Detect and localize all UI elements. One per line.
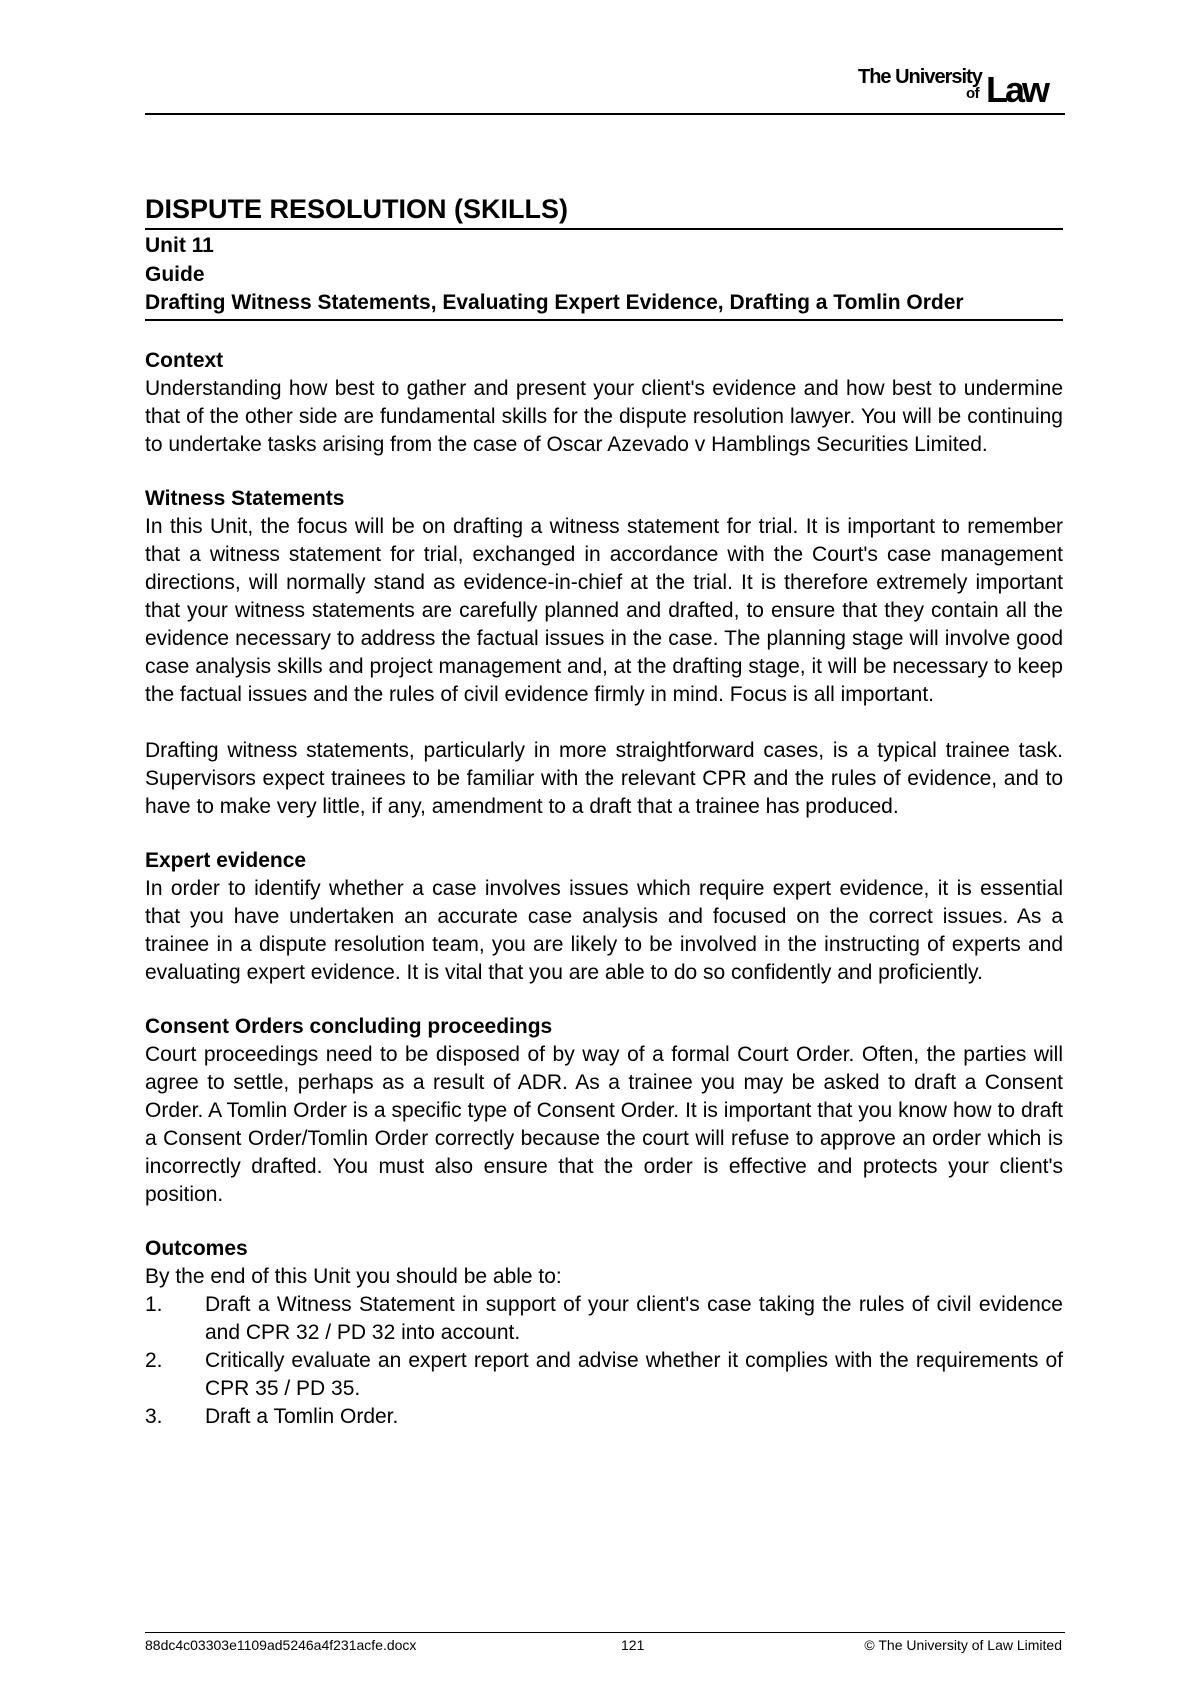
section-expert-evidence	[145, 847, 1063, 987]
section-heading: Expert evidence	[145, 848, 307, 872]
paragraph: Court proceedings need to be disposed of by way of a formal Court Order. Often, the parties will agree to settle, perhaps as a result of ADR. As a trainee you may be asked to draft a Consent Order. A Tomlin Order is a specific type of Consent Order. It is important that you know how to draft a Consent Order/Tomlin Order correctly because the court will refuse to approve an order which is incorrectly drafted. You must also ensure that the order is effective and protects your client's position.	[145, 1042, 1063, 1206]
paragraph: In order to identify whether a case involves issues which require expert evidence, it is essential that you have undertaken an accurate case analysis and focused on the correct issues. As a trainee in a dispute resolution team, you are likely to be involved in the instructing of experts and evaluating expert evidence. It is vital that you are able to do so confidently and proficiently.	[145, 876, 1063, 984]
course-title: DISPUTE RESOLUTION (SKILLS)	[145, 192, 1063, 230]
list-item	[145, 1347, 1063, 1403]
section-heading: Consent Orders concluding proceedings	[145, 1014, 553, 1038]
document-body	[145, 192, 1063, 1431]
list-number: 2.	[145, 1348, 163, 1372]
section-consent-orders	[145, 1013, 1063, 1209]
section-heading: Context	[145, 348, 224, 372]
unit-heading-block	[145, 230, 1063, 321]
paragraph: In this Unit, the focus will be on drafting a witness statement for trial. It is important to remember that a witness statement for trial, exchanged in accordance with the Court's case management directions, will normally stand as evidence-in-chief at the trial. It is therefore extremely important that your witness statements are carefully planned and drafted, to ensure that they contain all the evidence necessary to address the factual issues in the case. The planning stage will involve good case analysis skills and project management and, at the drafting stage, it will be necessary to keep the factual issues and the rules of civil evidence firmly in mind. Focus is all important.	[145, 514, 1063, 706]
list-item	[145, 1403, 1063, 1431]
footer-copyright: © The University of Law Limited	[864, 1637, 1062, 1653]
university-logo	[858, 66, 1058, 114]
footer-rule	[145, 1632, 1065, 1633]
logo-text-law: Law	[986, 69, 1048, 110]
logo-text-of: of	[966, 85, 980, 102]
page-footer	[145, 1637, 1065, 1657]
list-text: Draft a Tomlin Order.	[205, 1404, 399, 1428]
unit-number: Unit 11	[145, 234, 214, 257]
header-rule	[145, 113, 1065, 115]
outcomes-intro: By the end of this Unit you should be able to:	[145, 1264, 562, 1288]
section-witness-statements	[145, 485, 1063, 821]
section-context	[145, 347, 1063, 459]
paragraph: Understanding how best to gather and present your client's evidence and how best to undermine that of the other side are fundamental skills for the dispute resolution lawyer. You will be continuing to undertake tasks arising from the case of Oscar Azevado v Hamblings Securities Limited.	[145, 376, 1063, 456]
unit-topic: Drafting Witness Statements, Evaluating Expert Evidence, Drafting a Tomlin Order	[145, 291, 964, 314]
list-text: Critically evaluate an expert report and advise whether it complies with the requirements of CPR 35 / PD 35.	[205, 1348, 1063, 1400]
guide-label: Guide	[145, 262, 205, 286]
list-number: 1.	[145, 1292, 163, 1316]
footer-page-number: 121	[621, 1637, 645, 1653]
paragraph: Drafting witness statements, particularly in more straightforward cases, is a typical trainee task. Supervisors expect trainees to be familiar with the relevant CPR and the rules of evidence, and to have to make very little, if any, amendment to a draft that a trainee has produced.	[145, 738, 1063, 818]
section-heading: Outcomes	[145, 1236, 248, 1260]
logo-text-the-university: The University	[858, 66, 982, 88]
section-outcomes	[145, 1235, 1063, 1431]
list-number: 3.	[145, 1404, 163, 1428]
section-heading: Witness Statements	[145, 486, 345, 510]
outcomes-list	[145, 1291, 1063, 1431]
list-item	[145, 1291, 1063, 1347]
footer-filename: 88dc4c03303e1109ad5246a4f231acfe.docx	[145, 1637, 417, 1653]
list-text: Draft a Witness Statement in support of your client's case taking the rules of civil evidence and CPR 32 / PD 32 into account.	[205, 1292, 1063, 1344]
